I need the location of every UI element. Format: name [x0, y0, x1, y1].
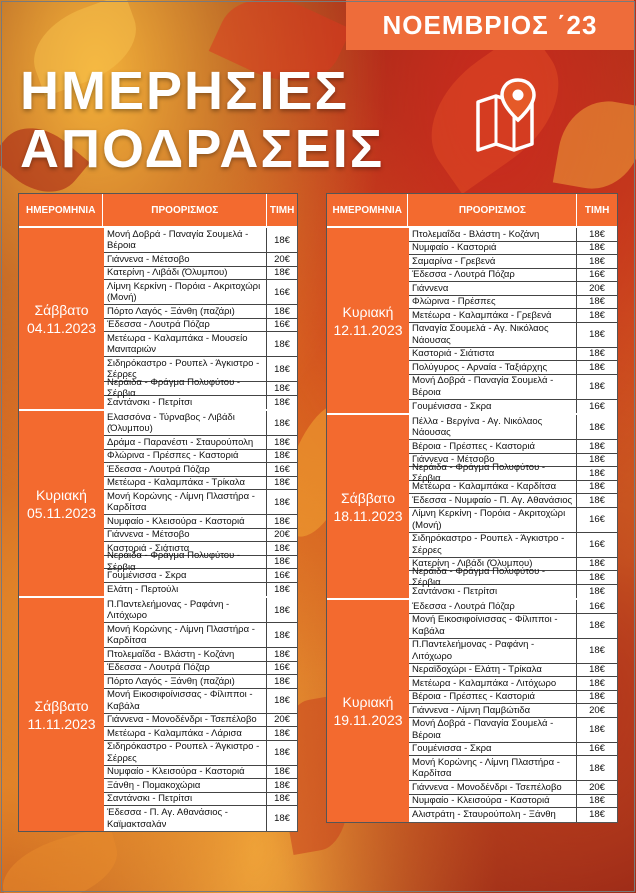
table-row: [409, 309, 617, 323]
trip-price: 18€: [274, 450, 290, 462]
trip-destination: Έδεσσα - Π. Αγ. Αθανάσιος - Καϊμακτσαλάν: [104, 806, 267, 831]
table-row: [104, 305, 297, 319]
trip-price: 18€: [274, 338, 290, 350]
trip-destination: Γιάννενα - Μονοδένδρι - Τσεπέλοβο: [409, 781, 577, 794]
table-row: [104, 529, 297, 543]
table-row: [104, 689, 297, 714]
trip-destination: Λίμνη Κερκίνη - Πορόια - Ακριτοχώρι (Μονή): [409, 508, 577, 532]
table-row: [104, 675, 297, 689]
trip-destination: Μετέωρα - Καλαμπάκα - Λάρισα: [104, 727, 267, 740]
table-row: [409, 781, 617, 795]
trip-destination: Έδεσσα - Λουτρά Πόζαρ: [104, 463, 267, 476]
table-row: [409, 461, 617, 485]
table-row: [409, 718, 617, 743]
trip-price: 18€: [274, 813, 290, 824]
trip-price: 18€: [589, 381, 605, 392]
group-day: Σάββατο: [340, 489, 396, 506]
date-group: [327, 413, 617, 598]
trip-price: 18€: [274, 417, 290, 429]
trip-destination: Φλώρινα - Πρέσπες: [409, 296, 577, 309]
trip-destination: Μονή Δοβρά - Παναγία Σουμελά - Βέροια: [104, 228, 267, 252]
trip-list: [104, 411, 297, 596]
table-row: [104, 662, 297, 676]
trip-price: 18€: [589, 724, 605, 735]
table-row: [409, 375, 617, 400]
trip-price: 18€: [589, 691, 605, 703]
trip-list: [104, 228, 297, 409]
table-row: [409, 743, 617, 757]
trip-destination: Μονή Εικοσιφοίνισσας - Φίλιπποι - Καβάλα: [104, 689, 267, 713]
trip-destination: Μονή Δοβρά - Παναγία Σουμελά - Βέροια: [409, 375, 577, 399]
trip-destination: Ελασσόνα - Τύρναβος - Λιβάδι (Όλυμπου): [104, 411, 267, 435]
table-row: [409, 494, 617, 508]
date-group: [19, 409, 297, 596]
trip-price: 18€: [274, 382, 290, 394]
trip-destination: Μονή Κορώνης - Λίμνη Πλαστήρα - Καρδίτσα: [104, 490, 267, 514]
table-row: [409, 348, 617, 362]
trip-price: 18€: [589, 571, 605, 583]
group-date: 04.11.2023: [26, 319, 97, 336]
date-group: [19, 226, 297, 409]
table-row: [104, 411, 297, 436]
trip-price: 18€: [274, 793, 290, 805]
table-row: [104, 515, 297, 529]
trip-price: 18€: [589, 454, 605, 466]
trip-destination: Γιάννενα - Μέτσοβο: [409, 454, 577, 467]
trip-destination: Καστοριά - Σιάτιστα: [104, 542, 267, 555]
trip-price: 18€: [589, 361, 605, 373]
trip-price: 18€: [274, 436, 290, 448]
trip-price: 18€: [589, 620, 605, 631]
trip-destination: Σαντάνσκι - Πετρίτσι: [409, 585, 577, 599]
trip-destination: Μονή Κορώνης - Λίμνη Πλαστήρα - Καρδίτσα: [104, 623, 267, 647]
group-date: 11.11.2023: [27, 715, 96, 732]
table-row: [409, 600, 617, 614]
trip-price: 18€: [274, 695, 290, 706]
trip-price: 16€: [589, 600, 605, 612]
trip-destination: Σαμαρίνα - Γρεβενά: [409, 255, 577, 268]
trip-destination: Σαντάνσκι - Πετρίτσι: [104, 396, 267, 410]
trip-price: 16€: [274, 662, 290, 674]
trip-price: 16€: [274, 569, 290, 581]
trip-destination: Γουμένισσα - Σκρα: [104, 569, 267, 582]
trip-destination: Νεράιδα - Φράγμα Πολυφύτου - Σέρβια: [104, 556, 267, 569]
header-date: ΗΜΕΡΟΜΗΝΙΑ: [19, 194, 103, 226]
group-day: Κυριακή: [342, 303, 394, 320]
trip-destination: Φλώρινα - Πρέσπες - Καστοριά: [104, 450, 267, 463]
trip-price: 20€: [274, 714, 290, 726]
table-row: [104, 228, 297, 253]
trip-price: 16€: [274, 463, 290, 475]
trip-price: 16€: [589, 269, 605, 281]
trip-destination: Νυμφαίο - Κλεισούρα - Καστοριά: [104, 515, 267, 528]
trip-price: 18€: [589, 309, 605, 321]
trip-destination: Γιάννενα - Μέτσοβο: [104, 529, 267, 542]
trip-destination: Σιδηρόκαστρο - Ρουπελ - Άγκιστρο - Σέρρες: [409, 533, 577, 557]
trip-price: 18€: [274, 747, 290, 758]
group-day: Κυριακή: [342, 693, 394, 710]
trip-price: 18€: [589, 795, 605, 807]
table-row: [104, 779, 297, 793]
trip-price: 16€: [274, 286, 290, 298]
trip-destination: Νυμφαίο - Κλεισούρα - Καστοριά: [104, 766, 267, 779]
trip-destination: Ξάνθη - Πομακοχώρια: [104, 779, 267, 792]
table-row: [409, 440, 617, 454]
trip-price: 20€: [274, 529, 290, 541]
table-row: [409, 415, 617, 440]
trip-destination: Πτολεμαΐδα - Βλάστη - Κοζάνη: [409, 228, 577, 241]
trip-price: 18€: [589, 255, 605, 267]
trip-price: 18€: [589, 228, 605, 240]
table-header: [327, 194, 617, 226]
trip-list: [409, 228, 617, 413]
trip-destination: Μονή Κορώνης - Λίμνη Πλαστήρα - Καρδίτσα: [409, 756, 577, 780]
trip-price: 18€: [274, 556, 290, 568]
trip-price: 18€: [274, 267, 290, 279]
table-row: [104, 319, 297, 333]
table-row: [104, 569, 297, 583]
trip-price: 16€: [589, 539, 605, 550]
group-date: 19.11.2023: [333, 711, 403, 728]
table-row: [409, 614, 617, 639]
trip-destination: Γουμένισσα - Σκρα: [409, 743, 577, 756]
trip-destination: Π.Παντελεήμονας - Ραφάνη - Λιτόχωρο: [104, 598, 267, 622]
trip-price: 20€: [589, 282, 605, 294]
table-row: [104, 550, 297, 573]
trip-price: 18€: [589, 348, 605, 360]
trip-destination: Σιδηρόκαστρο - Ρουπελ - Άγκιστρο - Σέρρες: [104, 741, 267, 765]
table-row: [409, 664, 617, 678]
trip-price: 16€: [589, 743, 605, 755]
trip-destination: Έδεσσα - Λουτρά Πόζαρ: [104, 662, 267, 675]
trip-price: 18€: [274, 629, 290, 641]
trip-destination: Καστοριά - Σιάτιστα: [409, 348, 577, 361]
trip-destination: Έδεσσα - Λουτρά Πόζαρ: [104, 319, 267, 332]
trip-destination: Ελάτη - Περτούλι: [104, 583, 267, 597]
trip-price: 20€: [274, 253, 290, 265]
trip-destination: Αλιστράτη - Σταυρούπολη - Ξάνθη: [409, 808, 577, 822]
trip-destination: Έδεσσα - Νυμφαίο - Π. Αγ. Αθανάσιος: [409, 494, 577, 507]
table-row: [409, 255, 617, 269]
trip-price: 18€: [589, 242, 605, 254]
table-row: [104, 741, 297, 766]
date-group: [327, 226, 617, 413]
title-line-2: ΑΠΟΔΡΑΣΕΙΣ: [20, 119, 385, 179]
table-row: [409, 323, 617, 348]
title-line-1: ΗΜΕΡΗΣΙΕΣ: [20, 61, 349, 121]
trip-destination: Βέροια - Πρέσπες - Καστοριά: [409, 440, 577, 453]
trip-destination: Μετέωρα - Καλαμπάκα - Τρίκαλα: [104, 477, 267, 490]
table-row: [104, 727, 297, 741]
header-price: ΤΙΜΗ: [584, 204, 610, 216]
table-row: [409, 228, 617, 242]
trip-price: 18€: [274, 675, 290, 687]
trip-price: 18€: [589, 467, 605, 479]
trip-price: 18€: [274, 496, 290, 508]
table-row: [409, 481, 617, 495]
table-row: [104, 583, 297, 597]
trip-destination: Μονή Δοβρά - Παναγία Σουμελά - Βέροια: [409, 718, 577, 742]
trip-destination: Νυμφαίο - Κλεισούρα - Καστοριά: [409, 795, 577, 808]
table-row: [104, 267, 297, 281]
group-day: Κυριακή: [36, 486, 87, 503]
table-row: [409, 282, 617, 296]
schedule-table-right: [326, 193, 618, 823]
trip-destination: Μετέωρα - Καλαμπάκα - Καρδίτσα: [409, 481, 577, 494]
table-row: [104, 806, 297, 831]
trip-destination: Βέροια - Πρέσπες - Καστοριά: [409, 691, 577, 704]
schedule-table-left: [18, 193, 298, 832]
table-row: [104, 436, 297, 450]
trip-price: 18€: [274, 604, 290, 616]
header-date: ΗΜΕΡΟΜΗΝΙΑ: [327, 194, 408, 226]
table-row: [409, 533, 617, 558]
trip-price: 18€: [589, 440, 605, 452]
trip-price: 18€: [274, 583, 290, 595]
table-row: [104, 253, 297, 267]
trip-price: 18€: [589, 664, 605, 676]
trip-price: 18€: [274, 515, 290, 527]
table-row: [409, 296, 617, 310]
trip-price: 18€: [589, 585, 605, 597]
trip-price: 18€: [589, 762, 605, 774]
table-row: [409, 242, 617, 256]
trip-destination: Έδεσσα - Λουτρά Πόζαρ: [409, 269, 577, 282]
trip-destination: Μετέωρα - Καλαμπάκα - Λιτόχωρο: [409, 677, 577, 690]
trip-destination: Πέλλα - Βεργίνα - Αγ. Νικόλαος Νάουσας: [409, 415, 577, 439]
trip-price: 18€: [274, 477, 290, 489]
trip-price: 16€: [274, 319, 290, 331]
trip-destination: Μονή Εικοσιφοίνισσας - Φίλιπποι - Καβάλα: [409, 614, 577, 638]
map-pin-icon: [474, 76, 550, 152]
trip-price: 18€: [589, 809, 605, 821]
trip-price: 16€: [589, 400, 605, 412]
table-row: [104, 477, 297, 491]
trip-price: 18€: [589, 494, 605, 506]
trip-price: 18€: [274, 766, 290, 778]
trip-destination: Π.Παντελεήμονας - Ραφάνη - Λιτόχωρο: [409, 639, 577, 663]
group-day: Σάββατο: [34, 697, 89, 714]
trip-destination: Παναγία Σουμελά - Αγ. Νικόλαος Νάουσας: [409, 323, 577, 347]
trip-destination: Μετέωρα - Καλαμπάκα - Γρεβενά: [409, 309, 577, 322]
trip-price: 20€: [589, 704, 605, 716]
table-row: [409, 361, 617, 375]
group-date: 12.11.2023: [333, 321, 403, 338]
table-row: [104, 280, 297, 305]
trip-destination: Μετέωρα - Καλαμπάκα - Μουσείο Μανιταριών: [104, 332, 267, 356]
trip-destination: Πτολεμαΐδα - Βλάστη - Κοζάνη: [104, 648, 267, 661]
trip-price: 18€: [589, 645, 605, 656]
trip-destination: Γιάννενα - Μονοδένδρι - Τσεπέλοβο: [104, 714, 267, 727]
trip-destination: Σαντάνσκι - Πετρίτσι: [104, 793, 267, 806]
trip-price: 18€: [589, 481, 605, 493]
trip-destination: Γιάννενα - Μέτσοβο: [104, 253, 267, 266]
table-row: [409, 565, 617, 589]
autumn-leaf-decoration: [0, 825, 126, 893]
header-price: ΤΙΜΗ: [269, 204, 295, 216]
table-row: [104, 376, 297, 400]
group-date-cell: [327, 415, 409, 598]
trip-destination: Σιδηρόκαστρο - Ρουπελ - Άγκιστρο - Σέρρες: [104, 357, 267, 381]
trip-destination: Γιάννενα: [409, 282, 577, 295]
trip-destination: Λίμνη Κερκίνη - Πορόια - Ακριτοχώρι (Μονή): [104, 280, 267, 304]
table-row: [409, 808, 617, 822]
group-date: 05.11.2023: [26, 504, 97, 521]
table-row: [104, 793, 297, 807]
table-row: [409, 585, 617, 599]
trip-price: 18€: [274, 727, 290, 739]
trip-price: 20€: [589, 781, 605, 793]
table-header: [19, 194, 297, 226]
trip-price: 18€: [274, 396, 290, 408]
trip-price: 18€: [589, 558, 605, 570]
table-row: [104, 463, 297, 477]
table-row: [409, 691, 617, 705]
month-badge: ΝΟΕΜΒΡΙΟΣ ΄23: [346, 0, 634, 50]
trip-destination: Γιάννενα - Λίμνη Παμβώτιδα: [409, 704, 577, 717]
trip-price: 18€: [274, 234, 290, 246]
trip-destination: Γουμένισσα - Σκρα: [409, 400, 577, 414]
trip-price: 18€: [589, 296, 605, 308]
table-row: [104, 648, 297, 662]
trip-price: 18€: [274, 363, 290, 375]
table-row: [104, 598, 297, 623]
trip-price: 18€: [274, 779, 290, 791]
trip-destination: Νεράιδα - Φράγμα Πολυφύτου - Σέρβια: [409, 571, 577, 584]
trip-price: 18€: [589, 677, 605, 689]
group-day: Σάββατο: [34, 301, 89, 318]
trip-price: 18€: [274, 648, 290, 660]
table-row: [104, 766, 297, 780]
trip-list: [104, 598, 297, 831]
trip-destination: Έδεσσα - Λουτρά Πόζαρ: [409, 600, 577, 613]
trip-destination: Νυμφαίο - Καστοριά: [409, 242, 577, 255]
trip-price: 16€: [589, 514, 605, 525]
trip-destination: Νεραϊδοχώρι - Ελάτη - Τρίκαλα: [409, 664, 577, 677]
page-title: [20, 62, 384, 178]
trip-destination: Πόρτο Λαγός - Ξάνθη (παζάρι): [104, 675, 267, 688]
group-date-cell: [327, 228, 409, 413]
table-row: [104, 623, 297, 648]
trip-price: 18€: [589, 421, 605, 433]
header-destination: ΠΡΟΟΡΙΣΜΟΣ: [408, 194, 577, 226]
trip-destination: Νεράιδα - Φράγμα Πολυφύτου - Σέρβια: [409, 467, 577, 480]
trip-destination: Πόρτο Λαγός - Ξάνθη (παζάρι): [104, 305, 267, 318]
table-row: [409, 677, 617, 691]
table-row: [409, 508, 617, 533]
trip-price: 18€: [274, 542, 290, 554]
table-row: [104, 332, 297, 357]
trip-list: [409, 415, 617, 598]
trip-destination: Δράμα - Παρανέστι - Σταυρούπολη: [104, 436, 267, 449]
table-row: [409, 704, 617, 718]
table-row: [104, 450, 297, 464]
table-row: [409, 795, 617, 809]
table-row: [409, 400, 617, 414]
table-row: [104, 396, 297, 410]
group-date-cell: [19, 598, 104, 831]
trip-price: 18€: [274, 305, 290, 317]
trip-list: [409, 600, 617, 822]
autumn-leaf-decoration: [553, 94, 636, 197]
table-row: [104, 490, 297, 515]
group-date: 18.11.2023: [333, 507, 403, 524]
group-date-cell: [19, 228, 104, 409]
date-group: [327, 598, 617, 822]
trip-destination: Νεράιδα - Φράγμα Πολυφύτου - Σέρβια: [104, 382, 267, 395]
group-date-cell: [327, 600, 409, 822]
table-row: [409, 639, 617, 664]
trip-destination: Πολύγυρος - Αρναία - Ταξιάρχης: [409, 361, 577, 374]
trip-destination: Κατερίνη - Λιβάδι (Όλυμπου): [104, 267, 267, 280]
trip-destination: Κατερίνη - Λιβάδι (Όλυμπου): [409, 558, 577, 571]
date-group: [19, 596, 297, 831]
table-row: [409, 756, 617, 781]
group-date-cell: [19, 411, 104, 596]
header-destination: ΠΡΟΟΡΙΣΜΟΣ: [103, 194, 267, 226]
table-row: [104, 714, 297, 728]
table-row: [409, 269, 617, 283]
trip-price: 18€: [589, 329, 605, 340]
